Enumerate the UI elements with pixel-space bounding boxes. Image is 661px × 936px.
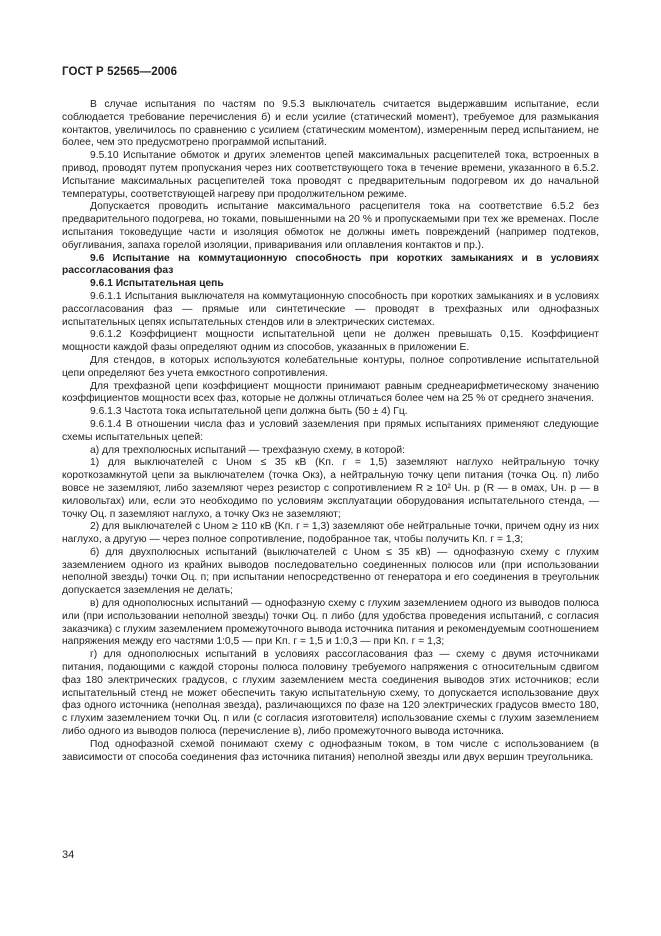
paragraph: В случае испытания по частям по 9.5.3 выключатель считается выдержавшим испытание, если соблюдается требование перечисления б) и если усилие (статический момент), требуемое для размыкания контактов, увеличилось по сравнению с усилием (статическим моментом), измеренным перед испытанием, не более, чем это предусмотрено программой испытаний.: [62, 99, 599, 149]
paragraph: Для трехфазной цепи коэффициент мощности принимают равным среднеарифметическому значению коэффициентов мощности всех фаз, которые не должны отличаться более чем на 25 % от среднего значения.: [62, 380, 599, 405]
subsection-heading: 9.6.1 Испытательная цепь: [90, 278, 224, 290]
list-item: а) для трехполюсных испытаний — трехфазную схему, в которой:: [90, 444, 406, 456]
list-item: г) для однополюсных испытаний в условиях рассогласования фаз — схему с двумя источниками питания, подающими с каждой стороны полюса половину требуемого напряжения с относительным сдвигом фаз 180 электрических градусов, с глухим заземлением места соединения выводов этих источников; если испытательный стенд не может обеспечить такую испытательную схему, то допускается использование двух фаз одного источника (неполная звезда), различающихся по фазе на 120 электрических градусов вместо 180, с глухим заземлением точки Оц. п или (с согласия изготовителя) использование схемы с глухим заземлением либо одного из выводов полюса (перечисление в), либо промежуточного вывода источника.: [62, 649, 599, 738]
paragraph: 9.6.1.2 Коэффициент мощности испытательной цепи не должен превышать 0,15. Коэффициент мощности каждой фазы определяют одним из способов, указанных в приложении Е.: [62, 329, 599, 354]
paragraph: 9.5.10 Испытание обмоток и других элементов цепей максимальных расцепителей тока, встроенных в привод, проводят путем пропускания через них соответствующего тока в течение времени, указанного в 6.5.2. Испытание максимальных расцепителей тока проводят с предварительным подогревом их до начальной температуры, соответствующей нагреву при продолжительном режиме.: [62, 150, 599, 200]
list-item: 2) для выключателей с Uном ≥ 110 кВ (Kп. г = 1,3) заземляют обе нейтральные точки, причем одну из них наглухо, а другую — через полное сопротивление, подобранное так, чтобы получить Kп. г = 1,3;: [62, 521, 599, 546]
paragraph: Для стендов, в которых используются колебательные контуры, полное сопротивление испытательной цепи определяют без учета емкостного сопротивления.: [62, 354, 599, 379]
document-body: [62, 99, 599, 764]
page-number: 34: [62, 849, 75, 861]
list-item: в) для однополюсных испытаний — однофазную схему с глухим заземлением одного из выводов полюса или (при использовании неполной звезды) точки Оц. п либо (для удобства проведения испытаний, с согласия заказчика) с глухим заземлением промежуточного вывода источника питания и рекомендуемым соотношением напряжения между его частями 1:0,5 — при Kп. г = 1,5 и 1:0,3 — при Kп. г = 1,3;: [62, 598, 599, 648]
paragraph: 9.6.1.1 Испытания выключателя на коммутационную способность при коротких замыканиях и в условиях рассогласования фаз — прямые или синтетические — проводят в трехфазных или однофазных испытательных цепях испытательных стендов или в электрических системах.: [62, 290, 599, 328]
paragraph: 9.6.1.3 Частота тока испытательной цепи должна быть (50 ± 4) Гц.: [90, 406, 408, 418]
list-item: 1) для выключателей с Uном ≤ 35 кВ (Kп. г = 1,5) заземляют наглухо нейтральную точку короткозамкнутой цепи за выключателем (точка Oкз), а нейтральную точку цепи питания (точка Oц. п) либо вовсе не заземляют, либо заземляют через резистор с сопротивлением R ≥ 10² Uн. р (R — в омах, Uн. р — в киловольтах) или, если это необходимо по условиям эксплуатации оборудования испытательного стенда, — точку Oц. п заземляют наглухо, а точку Oкз не заземляют;: [62, 457, 599, 520]
list-item: б) для двухполюсных испытаний (выключателей с Uном ≤ 35 кВ) — однофазную схему с глухим заземлением одного из крайних выводов последовательно соединенных полюсов или (при использовании неполной звезды) точки Oц. п; при испытании непосредственно от генератора и его соединения в треугольник допускается заземления не делать;: [62, 546, 599, 597]
paragraph: Под однофазной схемой понимают схему с однофазным током, в том числе с использованием (в зависимости от способа соединения фаз источника питания) неполной звезды или двух вершин треугольника.: [62, 738, 599, 763]
paragraph: Допускается проводить испытание максимального расцепителя тока на соответствие 6.5.2 без предварительного подогрева, но токами, повышенными на 20 % и пропускаемыми при тех же временах. После испытания токоведущие части и изоляция обмоток не должны иметь повреждений (например подтеков, обугливания, запаха горелой изоляции, приваривания или оплавления контактов и пр.).: [62, 201, 599, 251]
section-heading: 9.6 Испытание на коммутационную способность при коротких замыканиях и в условиях рассогласования фаз: [62, 252, 599, 277]
paragraph: 9.6.1.4 В отношении числа фаз и условий заземления при прямых испытаниях применяют следующие схемы испытательных цепей:: [62, 418, 599, 443]
document-code-header: ГОСТ Р 52565—2006: [62, 66, 178, 78]
